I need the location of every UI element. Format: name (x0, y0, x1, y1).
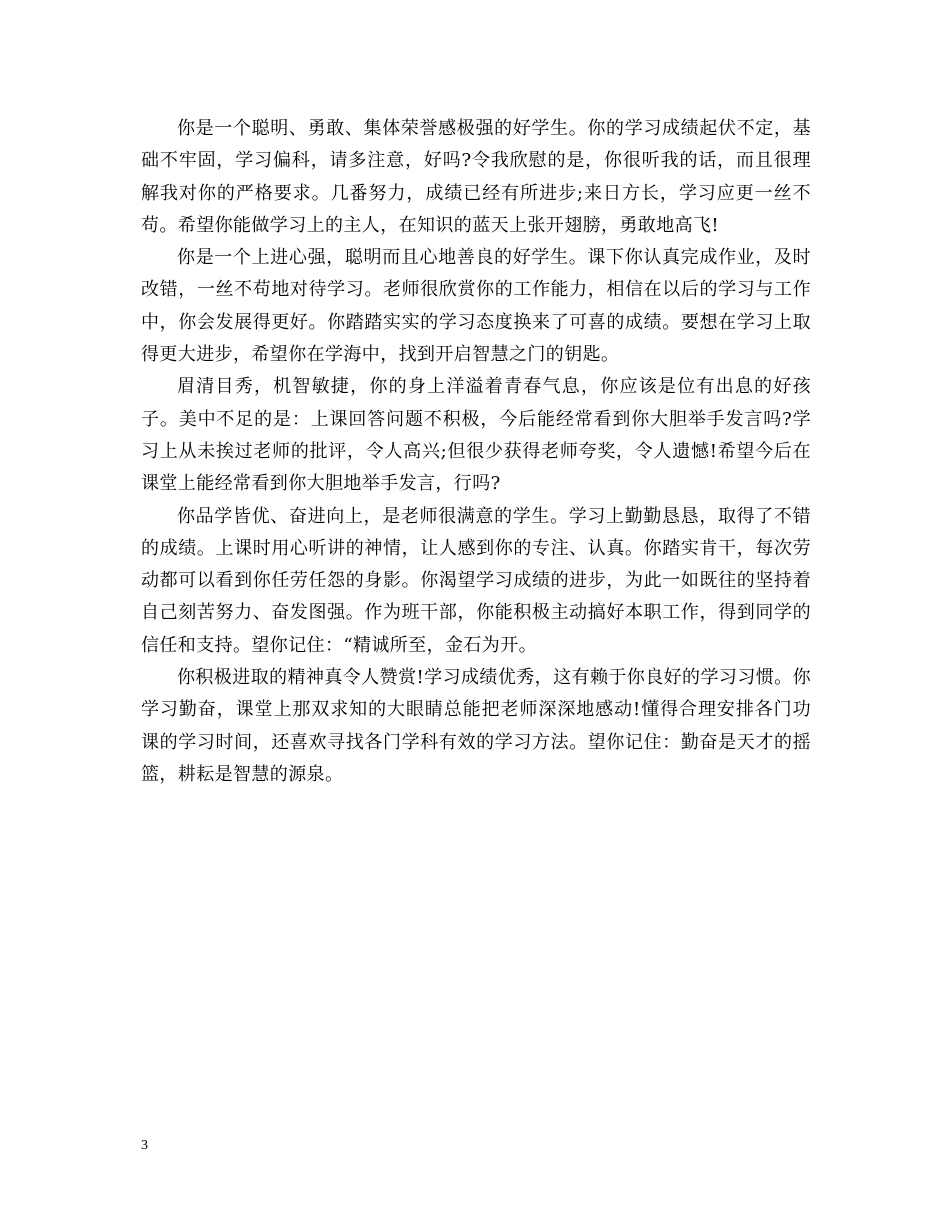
paragraph: 你是一个聪明、勇敢、集体荣誉感极强的好学生。你的学习成绩起伏不定，基础不牢固，学习偏科，请多注意，好吗?令我欣慰的是，你很听我的话，而且很理解我对你的严格要求。几番努力，成绩已经有所进步;来日方长，学习应更一丝不苟。希望你能做学习上的主人，在知识的蓝天上张开翅膀，勇敢地高飞! (141, 118, 811, 236)
paragraph: 你品学皆优、奋进向上，是老师很满意的学生。学习上勤勤恳恳，取得了不错的成绩。上课时用心听讲的神情，让人感到你的专注、认真。你踏实肯干，每次劳动都可以看到你任劳任怨的身影。你渴望学习成绩的进步，为此一如既往的坚持着自己刻苦努力、奋发图强。作为班干部，你能积极主动搞好本职工作，得到同学的信任和支持。望你记住：“精诚所至，金石为开。 (141, 505, 811, 656)
paragraph: 眉清目秀，机智敏捷，你的身上洋溢着青春气息，你应该是位有出息的好孩子。美中不足的是：上课回答问题不积极，今后能经常看到你大胆举手发言吗?学习上从未挨过老师的批评，令人高兴;但很少获得老师夸奖，令人遗憾!希望今后在课堂上能经常看到你大胆地举手发言，行吗? (141, 376, 811, 495)
page-number: 3 (141, 1138, 148, 1153)
paragraph: 你积极进取的精神真令人赞赏!学习成绩优秀，这有赖于你良好的学习习惯。你学习勤奋，课堂上那双求知的大眼睛总能把老师深深地感动!懂得合理安排各门功课的学习时间，还喜欢寻找各门学科有效的学习方法。望你记住：勤奋是天才的摇篮，耕耘是智慧的源泉。 (141, 667, 811, 785)
paragraph: 你是一个上进心强，聪明而且心地善良的好学生。课下你认真完成作业，及时改错，一丝不苟地对待学习。老师很欣赏你的工作能力，相信在以后的学习与工作中，你会发展得更好。你踏踏实实的学习态度换来了可喜的成绩。要想在学习上取得更大进步，希望你在学海中，找到开启智慧之门的钥匙。 (141, 247, 811, 366)
document-body (141, 113, 811, 791)
